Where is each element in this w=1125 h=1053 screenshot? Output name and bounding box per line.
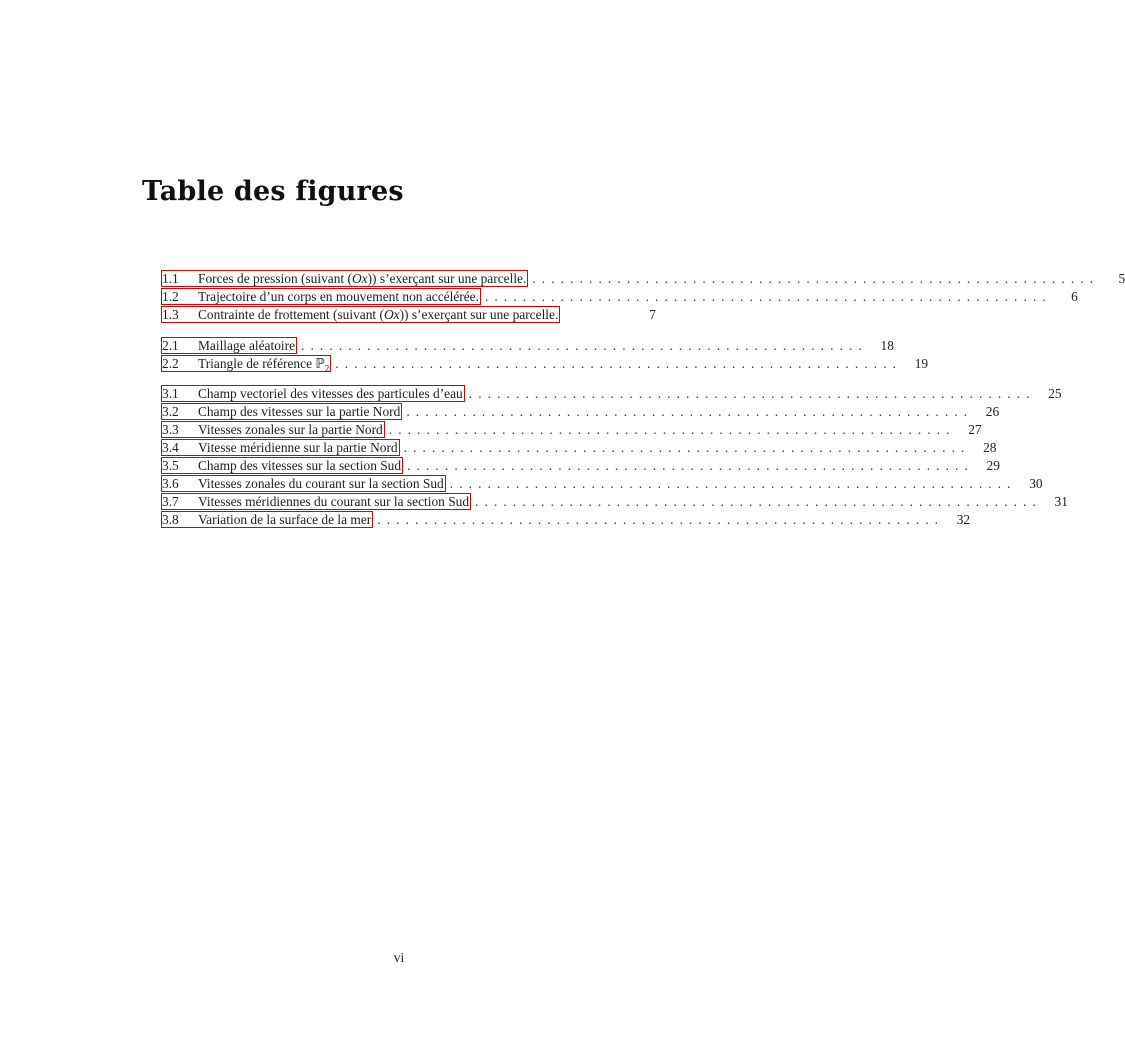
page-reference: 32 [956, 512, 971, 527]
lof-entry-link[interactable] [161, 337, 297, 354]
figure-number: 3.8 [162, 512, 179, 527]
caption-text: Champ des vitesses sur la section Sud [198, 458, 402, 473]
lof-entry[interactable] [162, 493, 1068, 510]
figure-number: 3.2 [162, 404, 179, 419]
figure-caption [198, 458, 401, 473]
caption-text: Variation de la surface de la mer [198, 512, 372, 527]
lof-entry-link[interactable] [161, 306, 560, 323]
figure-number: 3.4 [162, 440, 179, 455]
page-reference: 30 [1029, 476, 1043, 491]
figure-number: 1.2 [162, 289, 179, 304]
figure-number: 2.2 [162, 356, 179, 371]
lof-entry[interactable] [162, 475, 1043, 492]
page-reference: 6 [1071, 289, 1078, 304]
page-number: vi [393, 950, 405, 965]
figure-caption [198, 404, 400, 419]
lof-entry-link[interactable] [161, 475, 446, 492]
dot-leader: ............................................................ [484, 289, 1052, 304]
caption-text: Champ vectoriel des vitesses des particules d’eau [198, 386, 463, 401]
dot-leader: ............................................................ [449, 476, 1017, 491]
lof-entry[interactable] [162, 306, 656, 323]
caption-text: Vitesses méridiennes du courant sur la section Sud [198, 494, 470, 509]
lof-entry-link[interactable] [161, 403, 402, 420]
lof-entry-link[interactable] [161, 493, 471, 510]
lof-entry[interactable] [162, 270, 1125, 287]
dot-leader: ............................................................ [406, 404, 974, 419]
caption-text: Contrainte de frottement (suivant ( [198, 307, 384, 322]
dot-leader: ............................................................ [403, 440, 971, 455]
lof-entry-link[interactable] [161, 355, 331, 372]
dot-leader: ............................................................ [468, 386, 1036, 401]
caption-text: Maillage aléatoire [198, 338, 296, 353]
figure-number: 3.3 [162, 422, 179, 437]
figure-caption [198, 307, 558, 322]
page-reference: 29 [986, 458, 1000, 473]
figure-number: 3.5 [162, 458, 179, 473]
lof-entry[interactable] [162, 511, 971, 528]
figure-caption [198, 512, 371, 527]
figure-caption [198, 338, 295, 353]
lof-entry[interactable] [162, 355, 929, 374]
caption-text: Trajectoire d’un corps en mouvement non accélérée. [198, 289, 479, 304]
figure-number: 3.7 [162, 494, 179, 509]
lof-entry[interactable] [162, 288, 1078, 305]
page-reference: 19 [914, 356, 929, 371]
caption-text: Forces de pression (suivant ( [198, 271, 352, 286]
caption-text: )) s’exerçant sur une parcelle. [367, 271, 527, 286]
caption-text: Triangle de référence ℙ [198, 356, 325, 371]
dot-leader: ............................................................ [301, 338, 868, 353]
caption-text: Ox [351, 271, 368, 286]
lof-entry[interactable] [162, 457, 1000, 474]
page-reference: 7 [649, 307, 656, 322]
page-reference: 28 [983, 440, 997, 455]
figure-number: 1.1 [162, 271, 179, 286]
caption-text: 2 [324, 363, 330, 374]
figure-caption [198, 476, 444, 491]
figure-number: 3.6 [162, 476, 179, 491]
lof-entry-link[interactable] [161, 511, 373, 528]
page-reference: 5 [1118, 271, 1125, 286]
dot-leader: ............................................................ [407, 458, 974, 473]
figure-caption [198, 440, 398, 455]
caption-text: Vitesse méridienne sur la partie Nord [198, 440, 398, 455]
lof-entry[interactable] [162, 439, 997, 456]
figure-caption [198, 494, 469, 509]
caption-text: )) s’exerçant sur une parcelle. [399, 307, 559, 322]
page-reference: 31 [1054, 494, 1068, 509]
figure-caption [198, 271, 526, 286]
lof-entry[interactable] [162, 337, 894, 354]
caption-text: Vitesses zonales sur la partie Nord [198, 422, 383, 437]
figure-number: 2.1 [162, 338, 179, 353]
figure-caption [198, 422, 383, 437]
dot-leader: ............................................................ [335, 356, 903, 371]
caption-text: Ox [383, 307, 400, 322]
page-reference: 18 [880, 338, 894, 353]
page-reference: 26 [985, 404, 1000, 419]
figure-caption [198, 356, 329, 377]
caption-text: Champ des vitesses sur la partie Nord [198, 404, 401, 419]
lof-entry-link[interactable] [161, 270, 528, 287]
figure-caption [198, 289, 479, 304]
dot-leader: ............................................................ [475, 494, 1042, 509]
dot-leader: ............................................................ [377, 512, 945, 527]
lof-entry-link[interactable] [161, 457, 403, 474]
lof-entry-link[interactable] [161, 385, 465, 402]
figure-caption [198, 386, 463, 401]
page-reference: 25 [1048, 386, 1062, 401]
dot-leader: ............................................................ [532, 271, 1100, 286]
page-title: Table des figures [142, 176, 404, 207]
lof-entry-link[interactable] [161, 421, 385, 438]
page-reference: 27 [968, 422, 982, 437]
lof-entry[interactable] [162, 385, 1062, 402]
lof-entry-link[interactable] [161, 288, 481, 305]
dot-leader: ............................................................ [388, 422, 956, 437]
figure-number: 1.3 [162, 307, 179, 322]
caption-text: Vitesses zonales du courant sur la section Sud [198, 476, 444, 491]
figure-number: 3.1 [162, 386, 179, 401]
lof-entry[interactable] [162, 403, 1000, 420]
lof-entry[interactable] [162, 421, 982, 438]
lof-entry-link[interactable] [161, 439, 400, 456]
